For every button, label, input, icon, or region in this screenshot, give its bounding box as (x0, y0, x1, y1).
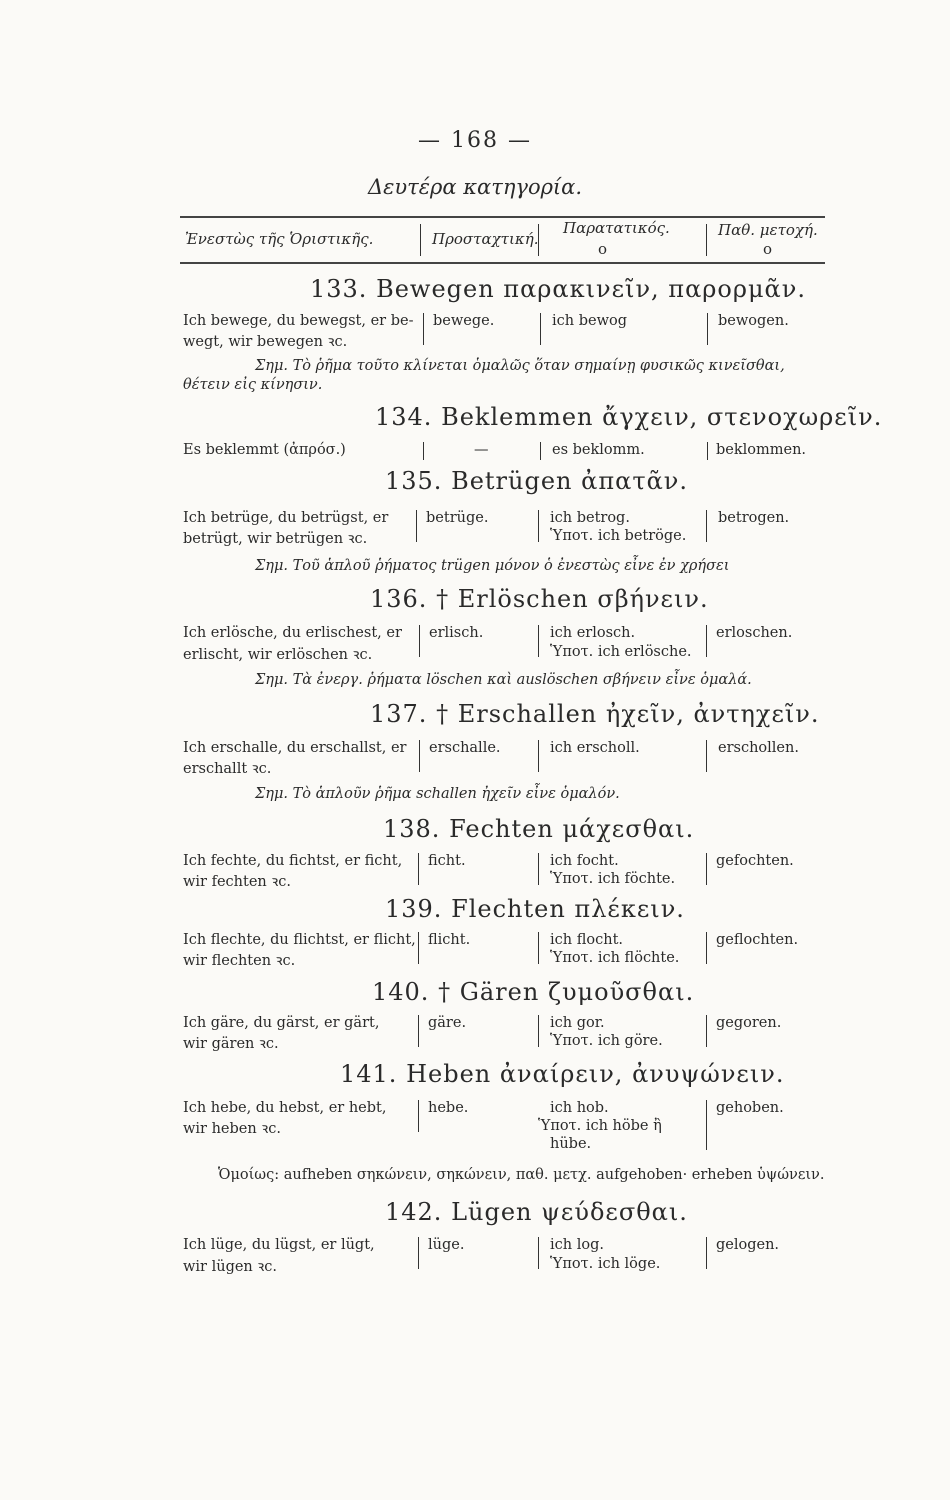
imperfect-subjunctive: Ὑποτ. ich flöchte. (550, 950, 680, 966)
note-141: Ὁμοίως: aufheben σηκώνειν, σηκώνειν, παθ. μετχ. aufgehoben· erheben ὑψώνειν. (218, 1167, 825, 1183)
participle-form: erloschen. (716, 625, 793, 641)
col-divider (418, 1100, 419, 1132)
entry-head-140: 140. † Gären ζυμοῦσθαι. (372, 978, 695, 1006)
col-divider (538, 625, 539, 657)
imperative-form: erschalle. (429, 740, 501, 756)
col-divider (419, 740, 420, 772)
col-divider (540, 313, 541, 345)
header-divider-2 (538, 224, 539, 256)
col-divider (538, 510, 539, 542)
imperative-form: hebe. (428, 1100, 469, 1116)
col-divider (416, 510, 417, 542)
imperfect-form: ich erlosch. (550, 625, 636, 641)
entry-head-138: 138. Fechten μάχεσθαι. (383, 815, 695, 843)
note-133-cont: θέτειν εἰς κίνησιν. (183, 377, 323, 393)
col-divider (419, 625, 420, 657)
entry-head-135: 135. Betrügen ἀπατᾶν. (385, 467, 689, 495)
present-forms: Ich flechte, du flichtst, er flicht, (183, 932, 416, 948)
imperfect-form: ich flocht. (550, 932, 624, 948)
col-divider (418, 1237, 419, 1269)
col-divider (706, 1237, 707, 1269)
imperfect-form: ich focht. (550, 853, 619, 869)
col-divider (418, 853, 419, 885)
col-divider (540, 442, 541, 460)
col-divider (423, 442, 424, 460)
present-forms: erschallt ꝛc. (183, 761, 272, 777)
imperfect-subjunctive: Ὑποτ. ich göre. (550, 1033, 663, 1049)
header-top-rule (180, 216, 825, 218)
imperfect-form: ich hob. (550, 1100, 609, 1116)
imperative-form: bewege. (433, 313, 495, 329)
col-divider (418, 1015, 419, 1047)
page-number: — 168 — (418, 128, 532, 153)
note-135: Σημ. Τοῦ ἁπλοῦ ῥήματος trügen μόνον ὁ ἐνεστὼς εἶνε ἐν χρήσει (255, 558, 730, 574)
participle-form: erschollen. (718, 740, 799, 756)
imperfect-form: ich bewog (552, 313, 627, 329)
imperative-form: — (474, 442, 489, 458)
header-bottom-rule (180, 262, 825, 264)
imperfect-subjunctive: Ὑποτ. ich erlösche. (550, 644, 692, 660)
present-forms: wir gären ꝛc. (183, 1036, 279, 1052)
col-divider (418, 932, 419, 964)
present-forms: Ich bewege, du bewegst, er be- (183, 313, 414, 329)
entry-head-137: 137. † Erschallen ἠχεῖν, ἀντηχεῖν. (370, 700, 820, 728)
imperative-form: betrüge. (426, 510, 489, 526)
participle-form: geflochten. (716, 932, 799, 948)
imperfect-form: ich betrog. (550, 510, 630, 526)
imperfect-form: ich log. (550, 1237, 604, 1253)
imperfect-form: es beklomm. (552, 442, 645, 458)
imperative-form: flicht. (428, 932, 471, 948)
col-divider (538, 932, 539, 964)
imperative-form: ficht. (428, 853, 466, 869)
imperative-form: lüge. (428, 1237, 465, 1253)
present-forms: Ich erschalle, du erschallst, er (183, 740, 407, 756)
imperfect-subjunctive: Ὑποτ. ich höbe ἢ (538, 1118, 662, 1134)
col-divider (707, 313, 708, 345)
note-136: Σημ. Τὰ ἐνεργ. ῥήματα löschen καὶ auslöschen σβήνειν εἶνε ὁμαλά. (255, 672, 752, 688)
category-title: Δευτέρα κατηγορία. (367, 175, 583, 199)
header-divider-1 (420, 224, 421, 256)
present-forms: Ich lüge, du lügst, er lügt, (183, 1237, 375, 1253)
col-divider (538, 1015, 539, 1047)
col-divider (706, 625, 707, 657)
present-forms: erlischt, wir erlöschen ꝛc. (183, 647, 373, 663)
present-forms: wir heben ꝛc. (183, 1121, 281, 1137)
present-forms: Es beklemmt (ἀπρόσ.) (183, 442, 346, 458)
header-imperfect-mark: o (598, 240, 608, 258)
col-divider (423, 313, 424, 345)
participle-form: gefochten. (716, 853, 794, 869)
col-divider (706, 932, 707, 964)
imperative-form: gäre. (428, 1015, 467, 1031)
present-forms: wir lügen ꝛc. (183, 1259, 277, 1275)
imperfect-form: ich gor. (550, 1015, 605, 1031)
note-137: Σημ. Τὸ ἁπλοῦν ῥῆμα schallen ἠχεῖν εἶνε ὁμαλόν. (255, 786, 620, 802)
col-divider (538, 1237, 539, 1269)
imperfect-subjunctive: Ὑποτ. ich löge. (550, 1256, 661, 1272)
header-imperfect: Παρατατικός. (563, 219, 670, 237)
col-divider (706, 853, 707, 885)
entry-head-133: 133. Bewegen παρακινεῖν, παρορμᾶν. (310, 275, 806, 303)
participle-form: gelogen. (716, 1237, 780, 1253)
present-forms: Ich hebe, du hebst, er hebt, (183, 1100, 387, 1116)
entry-head-139: 139. Flechten πλέκειν. (385, 895, 685, 923)
participle-form: gehoben. (716, 1100, 784, 1116)
present-forms: Ich betrüge, du betrügst, er (183, 510, 389, 526)
present-forms: wir flechten ꝛc. (183, 953, 296, 969)
entry-head-142: 142. Lügen ψεύδεσθαι. (385, 1198, 688, 1226)
header-imperative: Προσταχτική. (432, 230, 539, 248)
col-divider (706, 1100, 707, 1150)
present-forms: Ich gäre, du gärst, er gärt, (183, 1015, 380, 1031)
participle-form: betrogen. (718, 510, 790, 526)
header-participle-mark: o (763, 240, 773, 258)
header-divider-3 (706, 224, 707, 256)
col-divider (706, 1015, 707, 1047)
imperfect-subjunctive-alt: hübe. (550, 1136, 592, 1152)
present-forms: wegt, wir bewegen ꝛc. (183, 334, 348, 350)
present-forms: Ich erlösche, du erlischest, er (183, 625, 402, 641)
participle-form: bewogen. (718, 313, 789, 329)
col-divider (706, 510, 707, 542)
participle-form: beklommen. (716, 442, 807, 458)
present-forms: Ich fechte, du fichtst, er ficht, (183, 853, 403, 869)
imperfect-subjunctive: Ὑποτ. ich föchte. (550, 871, 676, 887)
present-forms: wir fechten ꝛc. (183, 874, 291, 890)
imperfect-subjunctive: Ὑποτ. ich betröge. (550, 528, 687, 544)
entry-head-134: 134. Beklemmen ἄγχειν, στενοχωρεῖν. (375, 403, 883, 431)
header-participle: Παθ. μετοχή. (718, 221, 818, 239)
imperative-form: erlisch. (429, 625, 484, 641)
note-133: Σημ. Τὸ ῥῆμα τοῦτο κλίνεται ὁμαλῶς ὅταν σημαίνῃ φυσικῶς κινεῖσθαι, (255, 358, 785, 374)
present-forms: betrügt, wir betrügen ꝛc. (183, 531, 368, 547)
header-present: Ἐνεστὼς τῆς Ὁριστικῆς. (185, 230, 374, 248)
imperfect-form: ich erscholl. (550, 740, 640, 756)
entry-head-136: 136. † Erlöschen σβήνειν. (370, 585, 709, 613)
col-divider (538, 853, 539, 885)
entry-head-141: 141. Heben ἀναίρειν, ἀνυψώνειν. (340, 1060, 785, 1088)
col-divider (538, 740, 539, 772)
col-divider (707, 442, 708, 460)
participle-form: gegoren. (716, 1015, 782, 1031)
col-divider (706, 740, 707, 772)
